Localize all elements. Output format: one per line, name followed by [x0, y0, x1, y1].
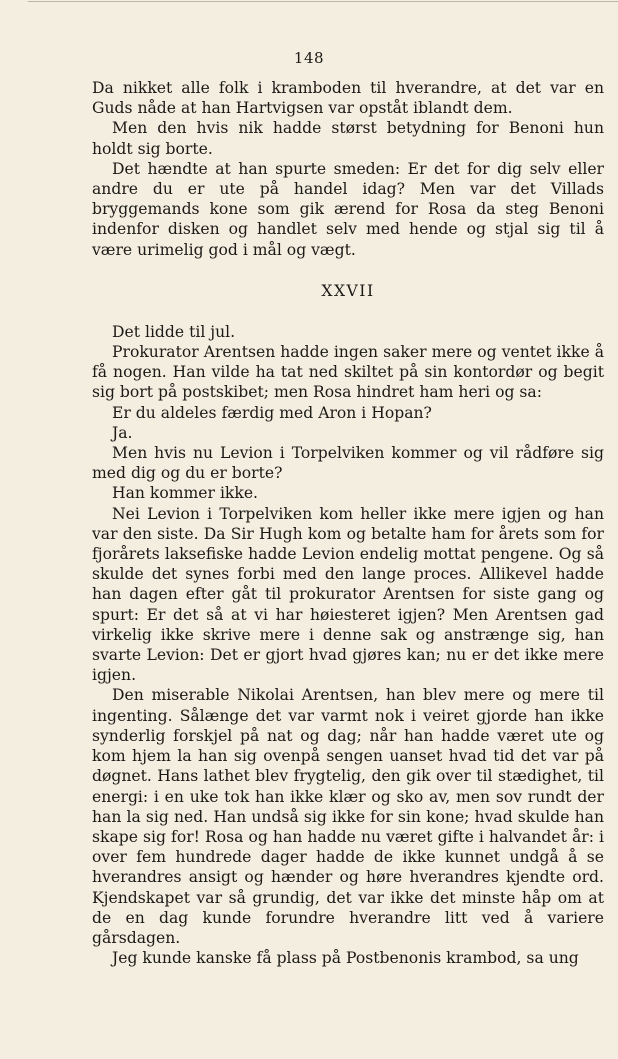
- page-number: 148: [293, 49, 325, 67]
- paragraph: Er du aldeles færdig med Aron i Hopan?: [112, 403, 432, 422]
- paragraph: Nei Levion i Torpelviken kom heller ikke mere igjen og han var den siste. Da Sir Hugh kom og betalte ham for årets som for fjorårets laksefiske hadde Levion endelig mottat pengene. Og så skulde det synes forbi med den lange proces. Allikevel hadde han dagen efter gåt til prokurator Arentsen for siste gang og spurt: Er det så at vi har høiesteret igjen? Men Arentsen gad virkelig ikke skrive mere i denne sak og anstrænge sig, han svarte Levion: Det er gjort hvad gjøres kan; nu er det ikke mere igjen.: [92, 504, 604, 685]
- paragraph: Han kommer ikke.: [112, 484, 259, 503]
- paragraph: Da nikket alle folk i kramboden til hverandre, at det var en Guds nåde at han Hartvigsen var opståt iblandt dem.: [92, 79, 604, 118]
- paragraph: Prokurator Arentsen hadde ingen saker mere og ventet ikke å få nogen. Han vilde ha tat ned skiltet på sin kontordør og begit sig bort på postskibet; men Rosa hindret ham heri og sa:: [92, 343, 604, 402]
- paragraph: Men hvis nu Levion i Torpelviken kommer og vil rådføre sig med dig og du er borte?: [92, 444, 604, 483]
- chapter-heading: XXVII: [321, 281, 375, 300]
- body-text: [92, 78, 604, 968]
- paragraph: Det lidde til jul.: [112, 322, 236, 341]
- paragraph: Den miserable Nikolai Arentsen, han blev mere og mere til ingenting. Sålænge det var varmt nok i veiret gjorde han ikke synderlig forskjel på nat og dag; når han hadde været ute og kom hjem la han sig ovenpå sengen uanset hvad tid det var på døgnet. Hans lathet blev frygtelig, den gik over til stædighet, til energi: i en uke tok han ikke klær og sko av, men sov rundt der han la sig ned. Han undså sig ikke for sin kone; hvad skulde han skape sig for! Rosa og han hadde nu været gifte i halvandet år: i over fem hundrede dager hadde de ikke kunnet undgå å se hverandres ansigt og hænder og høre hverandres kjendte ord. Kjendskapet var så grundig, det var ikke det minste håp om at de en dag kunde forundre hverandre litt ved å variere gårsdagen.: [92, 686, 604, 947]
- paragraph: Jeg kunde kanske få plass på Postbenonis krambod, sa ung: [112, 949, 579, 968]
- page-edge-rule: [28, 1, 618, 2]
- paragraph: Det hændte at han spurte smeden: Er det for dig selv eller andre du er ute på handel idag? Men var det Villads bryggemands kone som gik ærend for Rosa da steg Benoni indenfor disken og handlet selv med hende og stjal sig til å være urimelig god i mål og vægt.: [92, 159, 604, 259]
- paragraph: Ja.: [112, 423, 133, 442]
- paragraph: Men den hvis nik hadde størst betydning for Benoni hun holdt sig borte.: [92, 119, 604, 158]
